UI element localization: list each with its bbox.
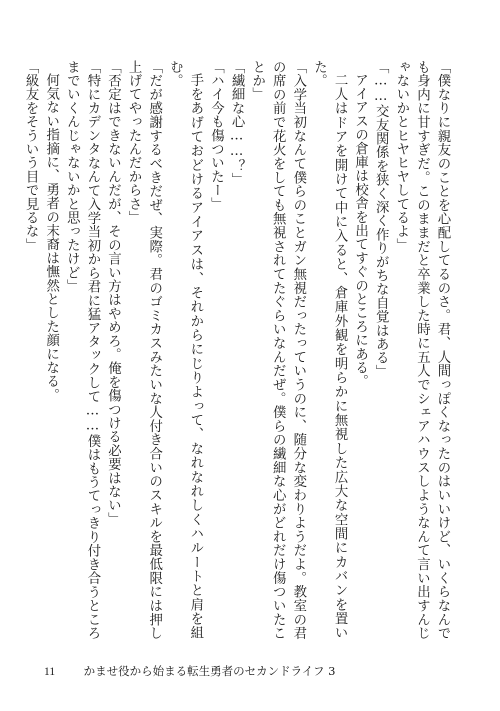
paragraph: 「特にカデンタなんて入学当初から君に猛アタックして……僕はもうてっきり付き合うところまでいくんじゃないかと思ったけど」: [64, 60, 100, 640]
paragraph: 「……交友関係を狭く深く作りがちな自覚はある」: [373, 60, 389, 379]
page-number: 11: [44, 666, 56, 678]
paragraph: 「ハイ今も傷ついたー」: [208, 60, 224, 211]
paragraph: 手をあげておどけるアイアスは、それからにじりよって、なれなれしくハルートと肩を組む。: [167, 60, 203, 640]
vertical-body-text: [23, 60, 452, 640]
paragraph: 二人はドアを開けて中に入ると、倉庫外観を明らかに無視した広大な空間にカバンを置いた。: [311, 60, 348, 640]
paragraph: 「級友をそういう目で見るな」: [23, 60, 39, 252]
paragraph: 「入学当初なんて僕らのことガン無視だったっていうのに、随分な変わりようだよ。教室の君の席の前で花火をしても無視されてたぐらいなんだぜ。僕らの繊細な心がどれだけ傷ついたことか」: [249, 60, 306, 640]
paragraph: アイアスの倉庫は校舎を出てすぐのところにある。: [352, 73, 368, 389]
running-title: かませ役から始まる転生勇者のセカンドライフ 3: [83, 664, 336, 678]
paragraph: 何気ない指摘に、勇者の末裔は憮然とした顔になる。: [43, 73, 59, 403]
paragraph: 「僕なりに親友のことを心配してるのさ。君、人間っぽくなったのはいいけど、いくらなんでも身内に甘すぎだ。このままだと卒業した時に五人でシェアハウスしようなんて言い出すんじゃないかとヒヤヒヤしてるよ」: [393, 60, 450, 640]
paragraph: 「繊細な心……？」: [229, 60, 245, 187]
paragraph: 「否定はできないんだが、その言い方はやめろ。俺を傷つける必要はない」: [105, 60, 121, 526]
page-footer: [44, 664, 335, 679]
paragraph: 「だが感謝するべきだぜ、実際。君のゴミカスみたいな人付き合いのスキルを最低限には押し上げてやったんだからさ」: [126, 60, 162, 640]
